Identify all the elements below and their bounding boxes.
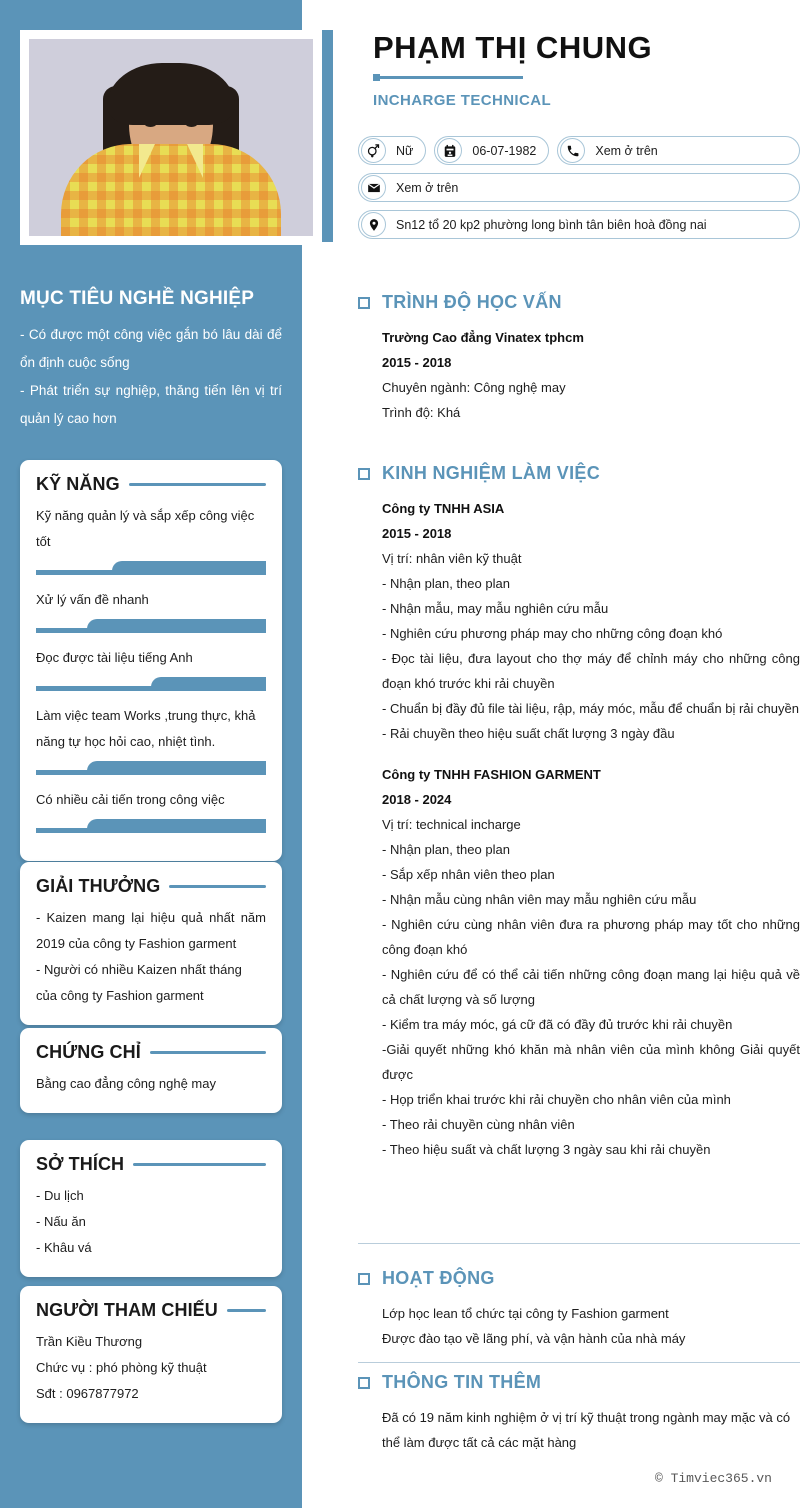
contact-gender-value: Nữ (396, 143, 414, 158)
certificates-rule (150, 1051, 266, 1054)
certificates-title: CHỨNG CHỈ (36, 1042, 141, 1062)
skill-label: Làm việc team Works ,trung thực, khả năng tự học hỏi cao, nhiệt tình. (36, 708, 256, 749)
portrait-shirt (61, 144, 281, 236)
skill-bar (36, 761, 266, 775)
job-company: Công ty TNHH ASIA (382, 501, 505, 516)
job-duty: - Nghiên cứu để có thể cải tiến những công đoạn mang lại hiệu quả về cả chất lượng và số lượng (382, 967, 800, 1007)
job-position: Vị trí: technical incharge (382, 817, 521, 832)
skill-label: Có nhiều cải tiến trong công việc (36, 792, 225, 807)
skills-title: KỸ NĂNG (36, 474, 120, 494)
checkbox-icon (358, 297, 370, 309)
phone-icon (560, 138, 585, 163)
additional-divider-wrap (358, 1362, 800, 1363)
additional-line: Đã có 19 năm kinh nghiệm ở vị trí kỹ thuật trong ngành may mặc và có thể làm được tất cả các mặt hàng (382, 1410, 791, 1450)
job-duty: - Nhận mẫu, may mẫu nghiên cứu mẫu (382, 601, 609, 616)
certificates-header (36, 1042, 266, 1063)
job-duty: - Nghiên cứu cùng nhân viên đưa ra phương pháp may tốt cho những công đoạn khó (382, 917, 800, 957)
divider (358, 1243, 800, 1244)
contact-info (358, 136, 800, 247)
job-years: 2018 - 2024 (382, 792, 452, 807)
skill-bar-fill (112, 561, 266, 575)
calendar-icon (437, 138, 462, 163)
experience-gap (382, 746, 800, 762)
experience-title: KINH NGHIỆM LÀM VIỆC (382, 463, 601, 483)
education-school: Trường Cao đẳng Vinatex tphcm (382, 330, 584, 345)
section-certificates (20, 1028, 282, 1113)
references-rule (227, 1309, 266, 1312)
skill-bar-fill (87, 819, 266, 833)
skill-bar-fill (87, 619, 266, 633)
section-hobbies (20, 1140, 282, 1277)
contact-address-value: Sn12 tổ 20 kp2 phường long bình tân biên hoà đồng nai (396, 217, 707, 232)
skills-list (36, 503, 266, 833)
skill-bar (36, 619, 266, 633)
title-underline (373, 76, 523, 79)
education-header (358, 292, 800, 313)
job-duty: - Nhận plan, theo plan (382, 842, 510, 857)
job-title: INCHARGE TECHNICAL (373, 92, 552, 109)
contact-phone-value: Xem ở trên (595, 143, 658, 158)
awards-title: GIẢI THƯỞNG (36, 876, 161, 896)
job-years: 2015 - 2018 (382, 526, 452, 541)
location-pin-icon (361, 212, 386, 237)
profile-photo (29, 39, 313, 236)
career-objective-title: MỤC TIÊU NGHỀ NGHIỆP (20, 288, 255, 309)
skill-label: Kỹ năng quản lý và sắp xếp công việc tốt (36, 508, 255, 549)
skills-rule (129, 483, 266, 486)
additional-title: THÔNG TIN THÊM (382, 1372, 542, 1392)
education-level: Trình độ: Khá (382, 405, 461, 420)
education-title: TRÌNH ĐỘ HỌC VẤN (382, 292, 562, 312)
job-duty: - Theo rải chuyền cùng nhân viên (382, 1117, 575, 1132)
accent-strip (322, 30, 333, 242)
contact-email-value: Xem ở trên (396, 180, 459, 195)
education-body (358, 325, 800, 425)
skills-header (36, 474, 266, 495)
skill-bar-fill (87, 761, 266, 775)
contact-address[interactable] (358, 210, 800, 239)
hobby-item: - Nấu ăn (36, 1214, 86, 1229)
envelope-icon (361, 175, 386, 200)
job-duty: - Nhận plan, theo plan (382, 576, 510, 591)
award-item: - Người có nhiều Kaizen nhất tháng của công ty Fashion garment (36, 962, 242, 1003)
footer-copyright: © Timviec365.vn (654, 1471, 772, 1486)
activities-body (358, 1301, 800, 1351)
experience-job (382, 496, 800, 746)
job-duty: - Đọc tài liệu, đưa layout cho thợ máy để chỉnh máy cho những công đoạn khó trước khi rải chuyền (382, 651, 800, 691)
references-header (36, 1300, 266, 1321)
job-duty: - Nhận mẫu cùng nhân viên may mẫu nghiên cứu mẫu (382, 892, 697, 907)
job-duty: - Kiểm tra máy móc, gá cữ đã có đầy đủ trước khi rải chuyền (382, 1017, 733, 1032)
job-duty: - Sắp xếp nhân viên theo plan (382, 867, 555, 882)
reference-phone: Sđt : 0967877972 (36, 1386, 139, 1401)
skill-bar (36, 819, 266, 833)
contact-row-3 (358, 210, 800, 239)
contact-birthday-value: 06-07-1982 (472, 143, 537, 158)
skill-item (36, 503, 266, 575)
main-column (333, 0, 800, 1508)
job-duty: - Theo hiệu suất và chất lượng 3 ngày sau khi rải chuyền (382, 1142, 711, 1157)
career-objective-line-2: - Phát triển sự nghiệp, thăng tiến lên vị trí quản lý cao hơn (20, 383, 282, 426)
hobbies-title: SỞ THÍCH (36, 1154, 125, 1174)
divider (358, 1362, 800, 1363)
additional-header (358, 1372, 800, 1393)
job-duty: - Rải chuyền theo hiệu suất chất lượng 3 ngày đầu (382, 726, 675, 741)
skill-item (36, 645, 266, 691)
section-references (20, 1286, 282, 1423)
job-duty: - Chuẩn bị đầy đủ file tài liệu, rập, máy móc, mẫu để chuẩn bị rải chuyền (382, 701, 799, 716)
experience-header (358, 463, 800, 484)
contact-row-2 (358, 173, 800, 202)
checkbox-icon (358, 1377, 370, 1389)
skill-item (36, 787, 266, 833)
references-title: NGƯỜI THAM CHIẾU (36, 1300, 218, 1320)
section-experience (358, 463, 800, 1162)
contact-row-1 (358, 136, 800, 165)
job-duty: - Họp triển khai trước khi rải chuyền cho nhân viên của mình (382, 1092, 731, 1107)
portrait-collar-right (187, 144, 203, 178)
contact-birthday[interactable] (434, 136, 549, 165)
activities-title: HOẠT ĐỘNG (382, 1268, 495, 1288)
skill-bar (36, 677, 266, 691)
section-education (358, 292, 800, 425)
portrait-hair-front (107, 63, 235, 125)
job-position: Vị trí: nhân viên kỹ thuật (382, 551, 522, 566)
page-title: PHẠM THỊ CHUNG (373, 30, 653, 65)
section-awards (20, 862, 282, 1025)
award-item: - Kaizen mang lại hiệu quả nhất năm 2019 của công ty Fashion garment (36, 910, 266, 951)
job-company: Công ty TNHH FASHION GARMENT (382, 767, 601, 782)
contact-email[interactable] (358, 173, 800, 202)
skill-bar-fill (151, 677, 266, 691)
career-objective-line-1: - Có được một công việc gắn bó lâu dài để ổn định cuộc sống (20, 327, 282, 370)
activities-divider-wrap (358, 1243, 800, 1244)
contact-gender[interactable] (358, 136, 426, 165)
section-activities (358, 1268, 800, 1351)
profile-photo-frame (20, 30, 322, 245)
hobby-item: - Du lịch (36, 1188, 84, 1203)
experience-body (358, 496, 800, 1162)
section-additional-info (358, 1372, 800, 1455)
hobbies-rule (133, 1163, 266, 1166)
reference-position: Chức vụ : phó phòng kỹ thuật (36, 1360, 207, 1375)
skill-item (36, 703, 266, 775)
activity-line: Lớp học lean tổ chức tại công ty Fashion garment (382, 1306, 669, 1321)
contact-phone[interactable] (557, 136, 800, 165)
experience-job (382, 762, 800, 1162)
skill-label: Xử lý vấn đề nhanh (36, 592, 149, 607)
skill-item (36, 587, 266, 633)
hobbies-header (36, 1154, 266, 1175)
section-skills (20, 460, 282, 861)
checkbox-icon (358, 468, 370, 480)
certificate-item: Bằng cao đẳng công nghệ may (36, 1076, 216, 1091)
awards-rule (169, 885, 266, 888)
hobby-item: - Khâu vá (36, 1240, 92, 1255)
job-duty: - Nghiên cứu phương pháp may cho những công đoạn khó (382, 626, 723, 641)
activity-line: Được đào tạo về lãng phí, và vận hành của nhà máy (382, 1331, 686, 1346)
job-duty: -Giải quyết những khó khăn mà nhân viên của mình không Giải quyết được (382, 1042, 800, 1082)
portrait-collar-left (139, 144, 155, 178)
reference-name: Trần Kiều Thương (36, 1334, 143, 1349)
skill-bar (36, 561, 266, 575)
skill-label: Đọc được tài liệu tiếng Anh (36, 650, 193, 665)
gender-icon (361, 138, 386, 163)
section-career-objective (20, 288, 282, 433)
awards-header (36, 876, 266, 897)
additional-body (358, 1405, 800, 1455)
checkbox-icon (358, 1273, 370, 1285)
education-major: Chuyên ngành: Công nghệ may (382, 380, 566, 395)
activities-header (358, 1268, 800, 1289)
education-years: 2015 - 2018 (382, 355, 452, 370)
